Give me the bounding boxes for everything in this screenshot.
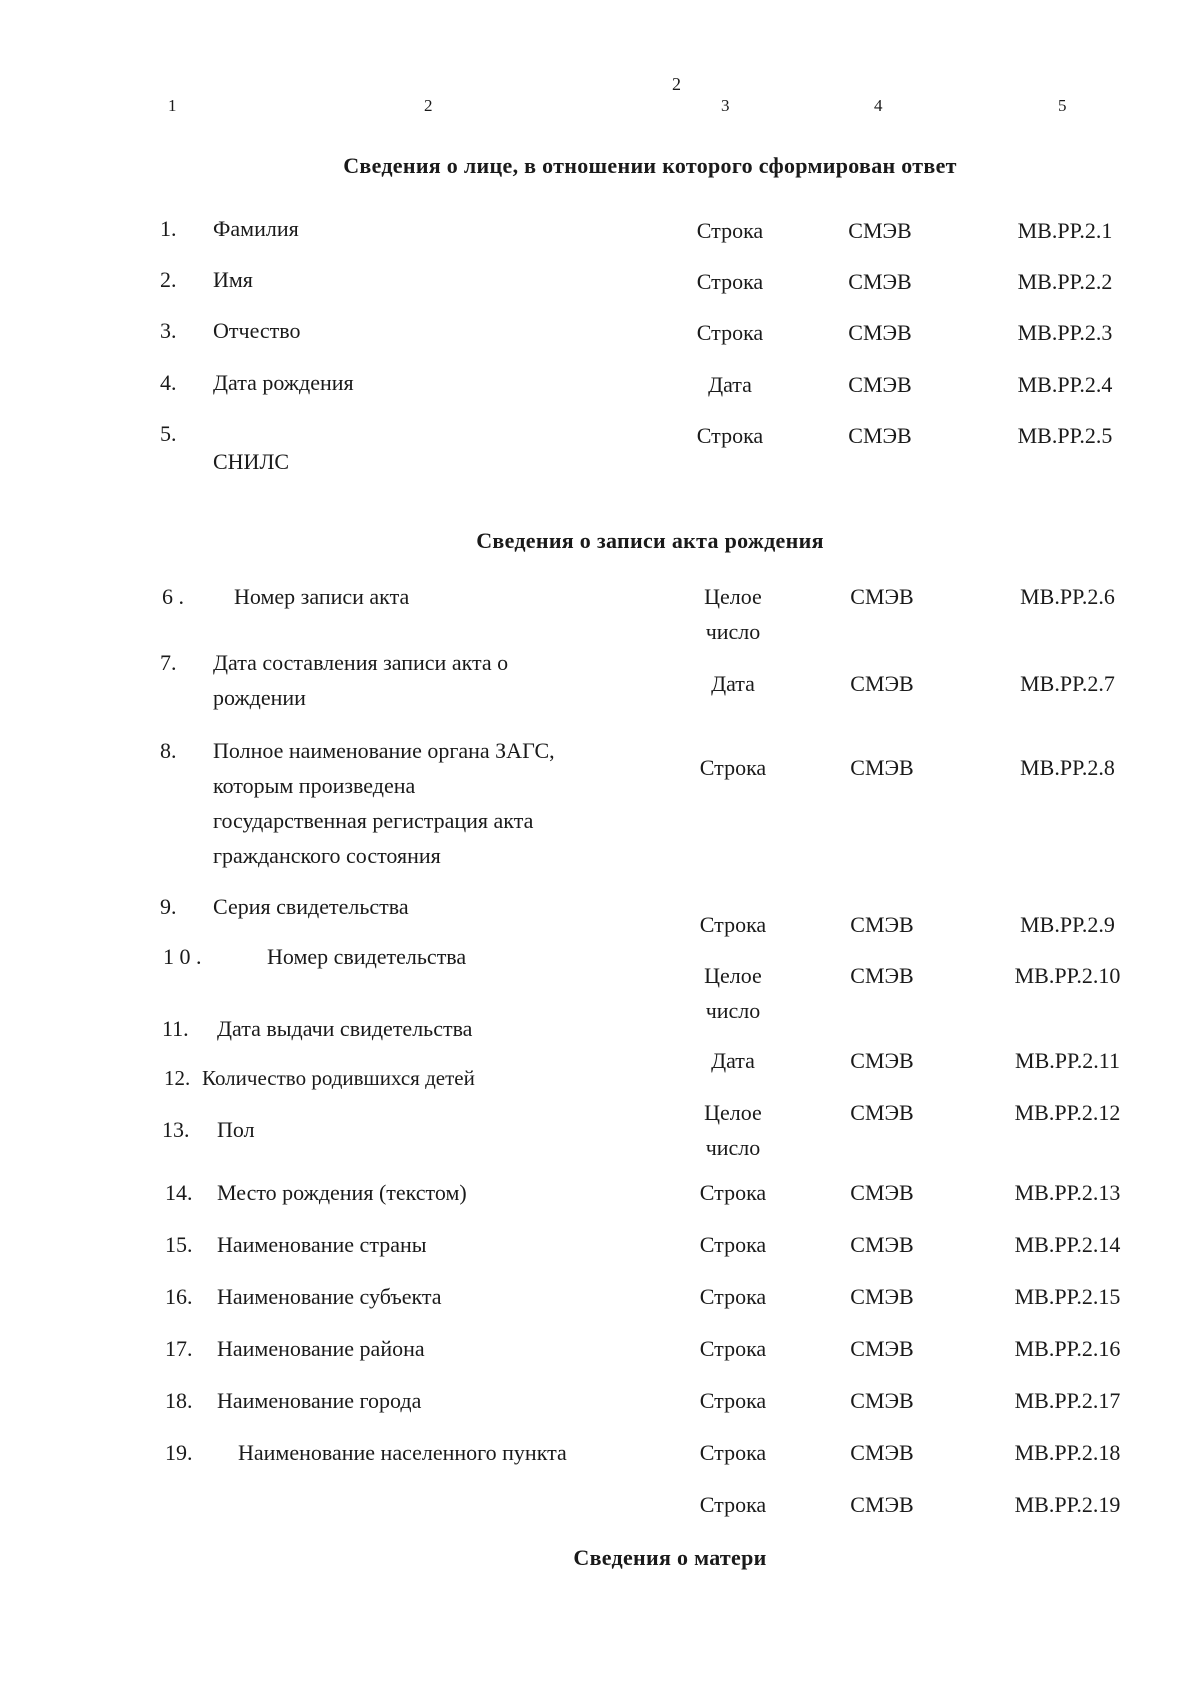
row-code: MB.PP.2.8 — [1020, 755, 1115, 780]
row-name-line: гражданского состояния — [213, 843, 441, 868]
row-type: Строка — [696, 269, 764, 294]
row-number: 14. — [165, 1180, 193, 1205]
row-source: СМЭВ — [850, 671, 914, 696]
row-source: СМЭВ — [848, 423, 912, 448]
row-type: Строка — [699, 1284, 767, 1309]
row-number: 13. — [162, 1117, 190, 1142]
row-type: Строка — [699, 1440, 767, 1465]
section-title-birth-record: Сведения о записи акта рождения — [476, 528, 824, 553]
row-code: MB.PP.2.2 — [1017, 269, 1113, 294]
row-name-line: Наименование города — [217, 1388, 422, 1413]
column-header-3: 3 — [721, 96, 730, 115]
row-number: 19. — [165, 1440, 193, 1465]
row-source: СМЭВ — [850, 1492, 914, 1517]
row-number: 9. — [160, 894, 177, 919]
row-number: 7. — [160, 650, 177, 675]
row-name-line: которым произведена — [213, 773, 416, 798]
row-source: СМЭВ — [848, 320, 912, 345]
row-source: СМЭВ — [850, 963, 914, 988]
row-name-line: Дата составления записи акта о — [213, 650, 509, 675]
row-type: Целое — [704, 584, 762, 609]
row-type: Строка — [699, 755, 767, 780]
section-title-person: Сведения о лице, в отношении которого сформирован ответ — [343, 153, 957, 178]
row-code: MB.PP.2.11 — [1015, 1048, 1120, 1073]
row-type: Строка — [699, 1388, 767, 1413]
row-code: MB.PP.2.4 — [1017, 372, 1113, 397]
row-source: СМЭВ — [850, 1180, 914, 1205]
row-code: MB.PP.2.14 — [1014, 1232, 1121, 1257]
column-header-2: 2 — [424, 96, 433, 115]
row-code: MB.PP.2.10 — [1014, 963, 1121, 988]
row-number: 3. — [160, 318, 177, 343]
row-name-line: Пол — [217, 1117, 255, 1142]
row-number: 8. — [160, 738, 177, 763]
row-number: 11. — [162, 1016, 189, 1041]
row-name-line: Дата выдачи свидетельства — [217, 1016, 473, 1041]
row-type: Целое — [704, 963, 762, 988]
row-code: MB.PP.2.13 — [1014, 1180, 1121, 1205]
row-name: СНИЛС — [213, 449, 290, 474]
row-name-line: Полное наименование органа ЗАГС, — [213, 738, 555, 763]
row-name-line: Наименование населенного пункта — [238, 1440, 567, 1465]
row-source: СМЭВ — [850, 1232, 914, 1257]
column-header-1: 1 — [168, 96, 177, 115]
row-code: MB.PP.2.5 — [1017, 423, 1113, 448]
row-code: MB.PP.2.18 — [1014, 1440, 1121, 1465]
row-name-line: Номер свидетельства — [267, 944, 467, 969]
row-number: 2. — [160, 267, 177, 292]
row-code: MB.PP.2.1 — [1017, 218, 1113, 243]
row-name-line: Наименование субъекта — [217, 1284, 442, 1309]
row-number: 1 0 . — [163, 944, 202, 969]
row-source: СМЭВ — [848, 218, 912, 243]
row-type: Дата — [708, 372, 752, 397]
row-name: Фамилия — [213, 216, 299, 241]
row-number: 15. — [165, 1232, 193, 1257]
row-number: 12. — [164, 1066, 191, 1090]
row-source: СМЭВ — [850, 1336, 914, 1361]
row-number: 6 . — [162, 584, 184, 609]
row-type: число — [705, 998, 761, 1023]
row-type: Строка — [699, 1180, 767, 1205]
row-type: Строка — [699, 912, 767, 937]
row-code: MB.PP.2.7 — [1020, 671, 1115, 696]
row-source: СМЭВ — [850, 1284, 914, 1309]
row-type: Строка — [699, 1232, 767, 1257]
row-source: СМЭВ — [850, 1440, 914, 1465]
row-name: Дата рождения — [213, 370, 354, 395]
row-name-line: Серия свидетельства — [213, 894, 409, 919]
row-type: Дата — [711, 1048, 755, 1073]
section-title-mother: Сведения о матери — [573, 1545, 767, 1570]
row-type: Строка — [696, 423, 764, 448]
row-type: Строка — [699, 1492, 767, 1517]
column-header-4: 4 — [874, 96, 883, 115]
row-source: СМЭВ — [850, 1100, 914, 1125]
row-code: MB.PP.2.16 — [1014, 1336, 1121, 1361]
row-source: СМЭВ — [850, 755, 914, 780]
row-source: СМЭВ — [850, 912, 914, 937]
row-name-line: рождении — [213, 685, 306, 710]
row-name-line: Место рождения (текстом) — [217, 1180, 467, 1205]
row-source: СМЭВ — [850, 584, 914, 609]
row-source: СМЭВ — [850, 1388, 914, 1413]
page-number: 2 — [672, 74, 681, 94]
row-type: Строка — [696, 218, 764, 243]
row-code: MB.PP.2.19 — [1014, 1492, 1121, 1517]
row-name: Отчество — [213, 318, 301, 343]
row-number: 1. — [160, 216, 177, 241]
row-number: 4. — [160, 370, 177, 395]
row-type: Целое — [704, 1100, 762, 1125]
row-name-line: Наименование района — [217, 1336, 425, 1361]
row-source: СМЭВ — [848, 269, 912, 294]
row-number: 5. — [160, 421, 177, 446]
row-code: MB.PP.2.6 — [1020, 584, 1115, 609]
row-number: 18. — [165, 1388, 193, 1413]
row-type: число — [705, 1135, 761, 1160]
row-type: Строка — [696, 320, 764, 345]
row-name-line: Количество родившихся детей — [202, 1066, 475, 1090]
row-name-line: государственная регистрация акта — [213, 808, 534, 833]
row-name-line: Наименование страны — [217, 1232, 427, 1257]
row-type: число — [705, 619, 761, 644]
row-code: MB.PP.2.9 — [1020, 912, 1115, 937]
row-type: Строка — [699, 1336, 767, 1361]
row-name: Имя — [213, 267, 253, 292]
row-code: MB.PP.2.17 — [1014, 1388, 1121, 1413]
row-number: 17. — [165, 1336, 193, 1361]
row-type: Дата — [711, 671, 755, 696]
row-code: MB.PP.2.3 — [1017, 320, 1113, 345]
row-name-line: Номер записи акта — [234, 584, 410, 609]
row-source: СМЭВ — [848, 372, 912, 397]
row-code: MB.PP.2.12 — [1014, 1100, 1121, 1125]
row-source: СМЭВ — [850, 1048, 914, 1073]
column-header-5: 5 — [1058, 96, 1067, 115]
row-number: 16. — [165, 1284, 193, 1309]
row-code: MB.PP.2.15 — [1014, 1284, 1121, 1309]
